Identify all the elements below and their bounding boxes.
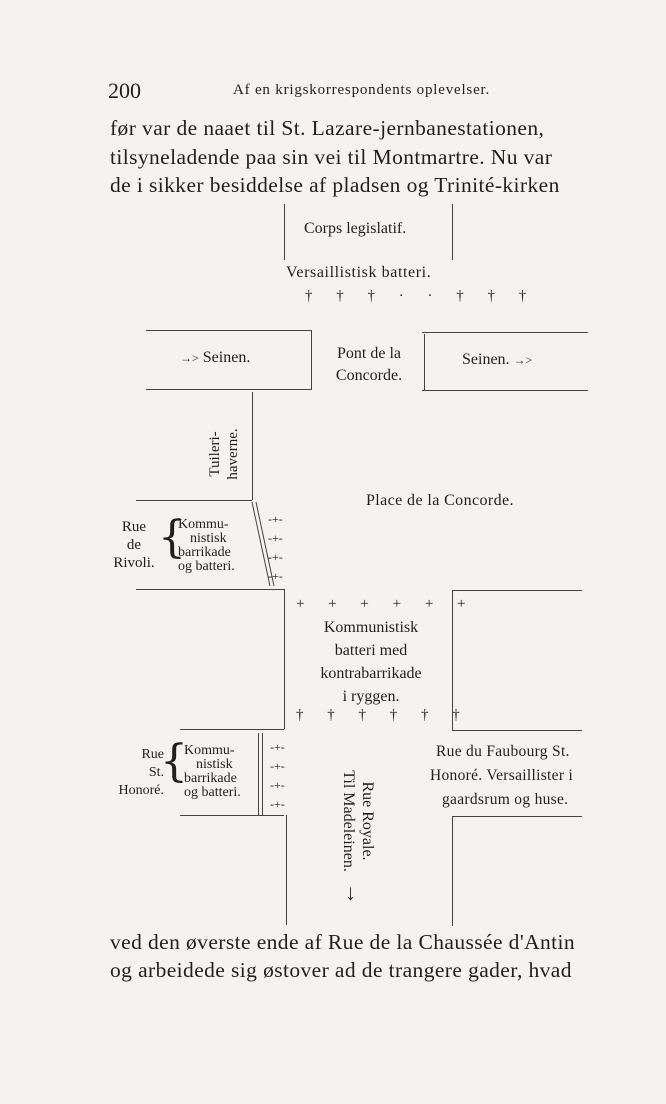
pont-line-2: Concorde.	[335, 367, 403, 384]
royale-right-edge-lower	[452, 816, 453, 926]
tuileri-haverne-label	[206, 404, 242, 504]
communist-battery-crosses: + + + + + +	[296, 596, 476, 612]
rivoli-line-1: Rue	[121, 519, 147, 535]
body-line-3: de i sikker besiddelse af pladsen og Trinité-kirken	[110, 173, 560, 197]
page-number: 200	[108, 78, 141, 103]
seinen-left-label	[180, 349, 250, 367]
versaillistisk-batteri-label: Versaillistisk batteri.	[286, 264, 432, 281]
fire-mark-1: -+-	[268, 512, 283, 526]
body-line-4: ved den øverste ende af Rue de la Chaussée d'Antin	[110, 930, 576, 954]
fire-mark-5: -+-	[270, 740, 285, 754]
barr1-line-3: barrikade	[178, 545, 231, 560]
seine-bottom-right	[422, 390, 588, 391]
body-line-1: før var de naaet til St. Lazare-jernbanestationen,	[110, 116, 545, 140]
komm-batteri-line-1: Kommunistisk	[323, 619, 419, 636]
rivoli-fire-marks	[268, 510, 283, 586]
running-head: Af en krigskorrespondents oplevelser.	[233, 82, 491, 98]
rue-de-rivoli-label	[112, 518, 156, 572]
rivoli-brace: {	[158, 512, 186, 563]
honore-bottom-edge-left	[180, 815, 284, 816]
seine-bottom-left	[146, 389, 312, 390]
fire-mark-3: -+-	[268, 550, 283, 564]
honore-top-edge-right	[452, 730, 582, 731]
faubourg-line-3: gaardsrum og huse.	[442, 791, 569, 808]
fire-mark-4: -+-	[268, 569, 283, 583]
pont-de-la-concorde-label	[318, 343, 420, 387]
honore-barricade-label	[184, 744, 241, 800]
counter-barricade-crosses: † † † † † †	[296, 707, 470, 723]
honore-bottom-edge-right	[452, 816, 582, 817]
honore-brace: {	[160, 736, 188, 787]
barr1-line-4: og batteri.	[178, 559, 235, 574]
royale-left-edge-lower	[286, 815, 287, 925]
barr2-line-4: og batteri.	[184, 785, 241, 800]
faubourg-line-2: Honoré. Versaillister i	[430, 767, 574, 784]
rivoli-lower-edge	[136, 589, 284, 590]
seine-top-left	[146, 330, 312, 331]
fire-mark-2: -+-	[268, 531, 283, 545]
rue-st-honore-label	[108, 746, 164, 800]
versaillist-battery-crosses: † † † · · † † †	[305, 288, 537, 304]
rivoli-line-2: de	[126, 537, 142, 553]
place-de-la-concorde-label: Place de la Concorde.	[366, 492, 514, 509]
barr2-line-1: Kommu-	[184, 743, 235, 758]
faubourg-top-edge	[452, 590, 582, 591]
honore-top-edge-left	[180, 729, 284, 730]
pont-line-1: Pont de la	[337, 345, 401, 362]
seine-top-right	[422, 332, 588, 333]
komm-batteri-line-2: batteri med	[334, 642, 408, 659]
seinen-right-label	[462, 351, 532, 369]
corps-box-left	[284, 204, 285, 260]
honore-line-2: St.	[148, 765, 164, 780]
tuileries-right-edge	[252, 392, 253, 500]
arrow-down-icon: ↓	[345, 880, 356, 905]
flow-arrow-icon: →>	[513, 353, 533, 367]
honore-line-1: Rue	[141, 747, 164, 762]
honore-barricade-line-2	[262, 733, 263, 815]
honore-line-3: Honoré.	[118, 783, 164, 798]
barr1-line-2: nistisk	[190, 531, 227, 546]
bridge-right-edge	[424, 334, 425, 390]
honore-barricade-line-1	[258, 733, 259, 815]
royale-left-edge-upper	[284, 589, 285, 729]
til-madeleinen-label: Til Madeleinen.	[340, 770, 357, 872]
fire-mark-6: -+-	[270, 759, 285, 773]
kommunistisk-batteri-label	[296, 616, 446, 708]
rivoli-line-3: Rivoli.	[113, 555, 155, 571]
tuileri-line-2: haverne.	[225, 428, 241, 480]
corps-legislatif-label: Corps legislatif.	[304, 220, 407, 237]
body-line-5: og arbeidede sig østover ad de trangere gader, hvad	[110, 958, 572, 982]
faubourg-st-honore-label	[430, 740, 573, 812]
komm-batteri-line-3: kontrabarrikade	[320, 665, 422, 682]
seinen-right-text: Seinen.	[462, 351, 510, 368]
rue-royale-label: Rue Royale.	[359, 781, 376, 861]
fire-mark-7: -+-	[270, 778, 285, 792]
bridge-left-edge	[311, 330, 312, 390]
body-line-2: tilsyneladende paa sin vei til Montmartre. Nu var	[110, 145, 553, 169]
komm-batteri-line-4: i ryggen.	[342, 688, 400, 705]
flow-arrow-icon: →>	[180, 351, 199, 365]
faubourg-line-1: Rue du Faubourg St.	[436, 743, 570, 760]
barr2-line-3: barrikade	[184, 771, 237, 786]
rivoli-barricade-label	[178, 518, 235, 574]
barr2-line-2: nistisk	[196, 757, 233, 772]
honore-fire-marks	[270, 738, 285, 814]
barr1-line-1: Kommu-	[178, 517, 229, 532]
fire-mark-8: -+-	[270, 797, 285, 811]
corps-box-right	[452, 204, 453, 260]
seinen-left-text: Seinen.	[202, 349, 251, 366]
tuileri-line-1: Tuileri-	[207, 431, 223, 477]
